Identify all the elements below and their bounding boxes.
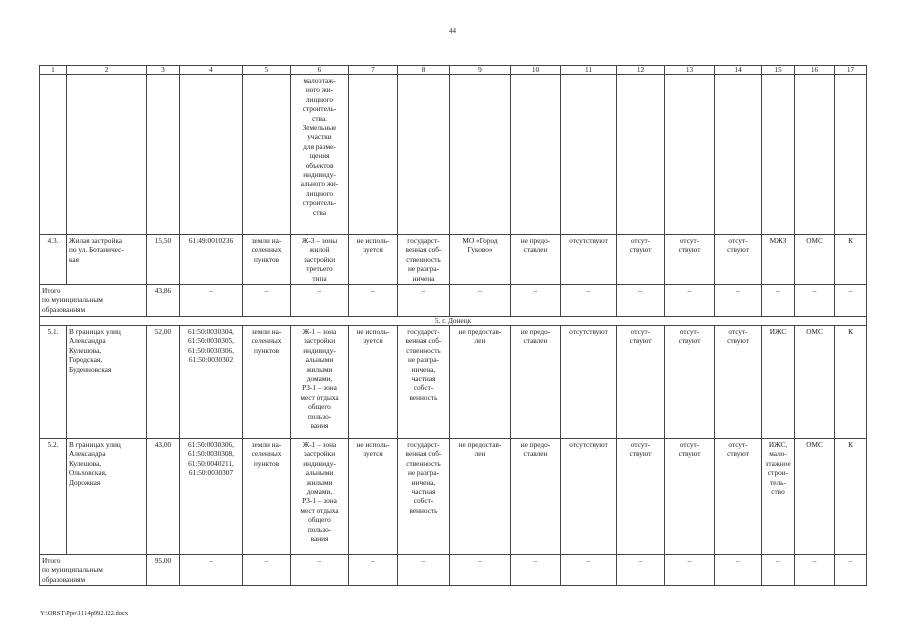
total-value: 43,86 <box>147 285 180 317</box>
table-cell: отсут- ствуют <box>665 326 715 439</box>
dash-cell: – <box>835 555 867 586</box>
table-cell: 5.1. <box>40 326 67 439</box>
table-cell: ИЖС <box>762 326 795 439</box>
dash-cell: – <box>561 285 617 317</box>
table-cell <box>795 75 835 235</box>
table-cell: В границах улиц Александра Кулешова, Городская, Буденновская <box>67 326 147 439</box>
column-number: 17 <box>835 66 867 75</box>
table-cell: не исполь- зуется <box>349 326 398 439</box>
dash-cell: – <box>795 555 835 586</box>
table-cell <box>67 75 147 235</box>
table-cell <box>561 75 617 235</box>
table-cell: 15,50 <box>147 235 180 285</box>
header-row <box>40 66 867 75</box>
table-cell: малоэтаж- ного жи- лищного строитель- ства. Земельные участки для разме- щения объектов индивиду- ального жи- лищного строитель- ства <box>291 75 349 235</box>
dash-cell: – <box>715 285 762 317</box>
dash-cell: – <box>349 555 398 586</box>
table-cell <box>398 75 450 235</box>
dash-cell: – <box>835 285 867 317</box>
table-cell: отсут- ствуют <box>617 439 665 555</box>
table-cell: не исполь- зуется <box>349 235 398 285</box>
dash-cell: – <box>617 285 665 317</box>
dash-cell: – <box>511 555 561 586</box>
table-cell: ОМС <box>795 326 835 439</box>
table-cell: отсут- ствуют <box>715 326 762 439</box>
table-cell: В границах улиц Александра Кулешова, Ольховская, Дорожная <box>67 439 147 555</box>
dash-cell: – <box>561 555 617 586</box>
table-cell: 61:50:0030306, 61:50:0030308, 61:50:0040211, 61:50:0030307 <box>180 439 243 555</box>
column-number: 8 <box>398 66 450 75</box>
table-cell <box>243 75 291 235</box>
table-cell: не предо- ставлен <box>511 439 561 555</box>
table-cell: земли на- селенных пунктов <box>243 235 291 285</box>
table-row <box>40 235 867 285</box>
table-cell <box>147 75 180 235</box>
dash-cell: – <box>762 285 795 317</box>
column-number: 13 <box>665 66 715 75</box>
table-cell: не предо- ставлен <box>511 235 561 285</box>
table-cell: отсут- ствуют <box>715 439 762 555</box>
table-cell: Ж-1 – зона застройки индивиду- альными жилыми домами, РЗ-1 – зона мест отдыха общего пользо- вания <box>291 439 349 555</box>
table-cell: не предостав- лен <box>450 439 511 555</box>
table-cell: ОМС <box>795 439 835 555</box>
table-cell: не исполь- зуется <box>349 439 398 555</box>
table-cell: отсутствуют <box>561 235 617 285</box>
dash-cell: – <box>180 285 243 317</box>
table-cell: 5.2. <box>40 439 67 555</box>
column-number: 3 <box>147 66 180 75</box>
table-cell: отсут- ствуют <box>665 439 715 555</box>
table-cell <box>511 75 561 235</box>
column-number: 5 <box>243 66 291 75</box>
table-row <box>40 75 867 235</box>
dash-cell: – <box>291 555 349 586</box>
table-cell <box>450 75 511 235</box>
table-cell <box>715 75 762 235</box>
page-number: 44 <box>449 27 456 35</box>
column-number: 6 <box>291 66 349 75</box>
column-number: 11 <box>561 66 617 75</box>
table-cell <box>180 75 243 235</box>
table-cell <box>349 75 398 235</box>
table-cell: отсутствуют <box>561 326 617 439</box>
table-cell: К <box>835 235 867 285</box>
dash-cell: – <box>617 555 665 586</box>
table-cell <box>665 75 715 235</box>
table-cell: отсут- ствуют <box>617 326 665 439</box>
section-row <box>40 317 867 326</box>
dash-cell: – <box>450 555 511 586</box>
dash-cell: – <box>450 285 511 317</box>
table-row <box>40 439 867 555</box>
table-cell: отсут- ствуют <box>665 235 715 285</box>
table-cell: земли на- селенных пунктов <box>243 439 291 555</box>
column-number: 4 <box>180 66 243 75</box>
total-label: Итого по муниципальным образованиям <box>40 285 147 317</box>
table-cell: Ж-1 – зона застройки индивиду- альными жилыми домами, РЗ-1 – зона мест отдыха общего пользо- вания <box>291 326 349 439</box>
table-cell: не предостав- лен <box>450 326 511 439</box>
total-label: Итого по муниципальным образованиям <box>40 555 147 586</box>
dash-cell: – <box>665 555 715 586</box>
column-number: 9 <box>450 66 511 75</box>
dash-cell: – <box>398 555 450 586</box>
column-number: 2 <box>67 66 147 75</box>
table-cell: Ж-3 – зоны жилой застройки третьего типа <box>291 235 349 285</box>
dash-cell: – <box>762 555 795 586</box>
table-cell <box>617 75 665 235</box>
total-value: 95,00 <box>147 555 180 586</box>
table-cell: отсутствуют <box>561 439 617 555</box>
table-cell: отсут- ствуют <box>715 235 762 285</box>
table-cell <box>40 75 67 235</box>
table-cell: государст- венная соб- ственность не разгра- ничена, частная собст- венность <box>398 326 450 439</box>
section-title: 5. г. Донецк <box>40 317 867 326</box>
table-cell: не предо- ставлен <box>511 326 561 439</box>
dash-cell: – <box>795 285 835 317</box>
dash-cell: – <box>665 285 715 317</box>
table-cell: 61:50:0030304, 61:50:0030305, 61:50:0030306, 61:50:0030302 <box>180 326 243 439</box>
land-plots-table <box>39 65 867 586</box>
dash-cell: – <box>291 285 349 317</box>
column-number: 16 <box>795 66 835 75</box>
footer-file-path: Y:\ORST\Ppo\1114p992.f22.docx <box>40 610 129 617</box>
dash-cell: – <box>398 285 450 317</box>
dash-cell: – <box>180 555 243 586</box>
table-cell: государст- венная соб- ственность не разгра- ничена <box>398 235 450 285</box>
column-number: 15 <box>762 66 795 75</box>
column-number: 12 <box>617 66 665 75</box>
table-cell: Жилая застройка по ул. Ботаничес- кая <box>67 235 147 285</box>
table-cell: 61:49:0010236 <box>180 235 243 285</box>
dash-cell: – <box>349 285 398 317</box>
table-cell: 4.3. <box>40 235 67 285</box>
table-cell: МО «Город Гуково» <box>450 235 511 285</box>
table-cell: ИЖС, мало- этажное строи- тель- ство <box>762 439 795 555</box>
table-cell: К <box>835 326 867 439</box>
table-cell <box>762 75 795 235</box>
table-cell: земли на- селенных пунктов <box>243 326 291 439</box>
dash-cell: – <box>243 285 291 317</box>
total-row <box>40 285 867 317</box>
dash-cell: – <box>243 555 291 586</box>
table-cell: 52,00 <box>147 326 180 439</box>
table-cell: государст- венная соб- ственность не разгра- ничена, частная собст- венность <box>398 439 450 555</box>
total-row <box>40 555 867 586</box>
column-number: 14 <box>715 66 762 75</box>
table-cell: ОМС <box>795 235 835 285</box>
column-number: 10 <box>511 66 561 75</box>
table-row <box>40 326 867 439</box>
table-cell <box>835 75 867 235</box>
column-number: 1 <box>40 66 67 75</box>
dash-cell: – <box>511 285 561 317</box>
dash-cell: – <box>715 555 762 586</box>
table-cell: 43,00 <box>147 439 180 555</box>
table-cell: отсут- ствуют <box>617 235 665 285</box>
table-cell: МЖЗ <box>762 235 795 285</box>
table-cell: К <box>835 439 867 555</box>
column-number: 7 <box>349 66 398 75</box>
